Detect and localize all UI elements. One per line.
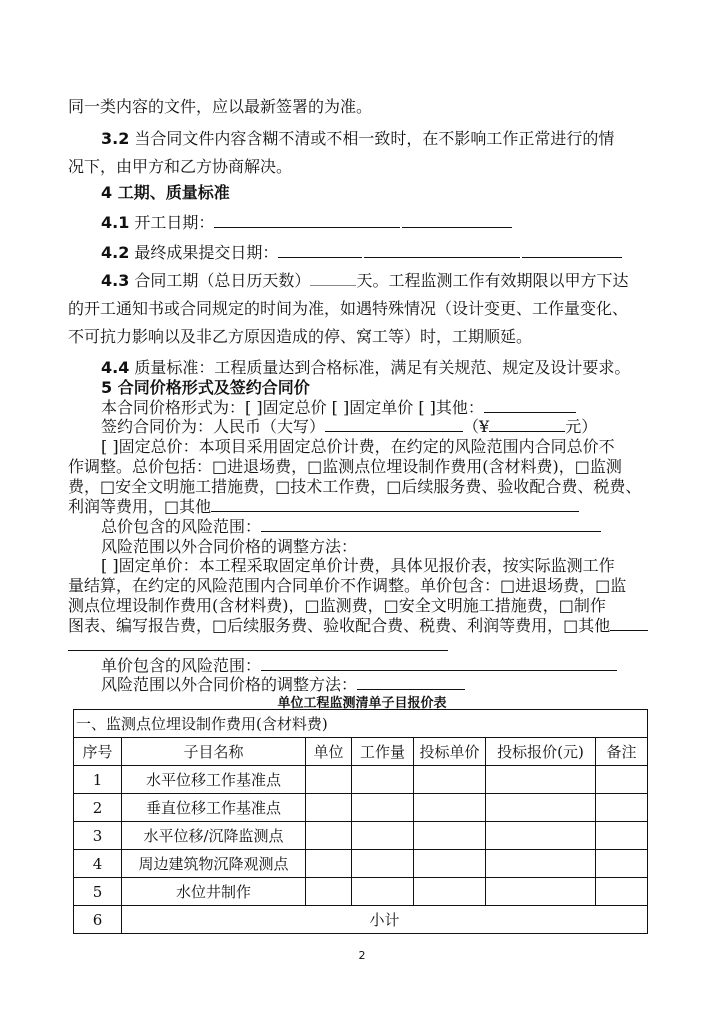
final-date-blank-3 [522, 241, 622, 258]
cell [596, 850, 648, 878]
clause-text: 合同工期（总日历天数） [129, 271, 311, 290]
table-header-row [74, 738, 648, 766]
row-name: 水平位移工作基准点 [122, 766, 306, 794]
other-blank [484, 396, 576, 413]
cell [414, 822, 486, 850]
table-row [74, 878, 648, 906]
text-line: 的开工通知书或合同规定的时间为准，如遇特殊情况（设计变更、工作量变化、 [68, 299, 629, 318]
amount-words-blank [325, 415, 463, 432]
cell [352, 822, 414, 850]
clause-text: 开工日期： [129, 213, 215, 232]
clause-number: 4.3 [101, 271, 130, 290]
row-no: 3 [74, 822, 122, 850]
continuation-underline [68, 634, 448, 651]
col-header-quantity: 工作量 [352, 738, 414, 766]
text-line: [ ]固定总价：本项目采用固定总价计费，在约定的风险范围内合同总价不 [101, 437, 615, 456]
row-no: 5 [74, 878, 122, 906]
cell [486, 850, 596, 878]
row-no: 4 [74, 850, 122, 878]
price-table [73, 709, 648, 934]
cell [596, 878, 648, 906]
other-text: 利润等费用，□其他 [68, 497, 212, 516]
clause-number: 4.4 [101, 358, 130, 377]
text-line: 费，□安全文明施工措施费，□技术工作费，□后续服务费、验收配合费、税费、 [68, 477, 642, 496]
cell [596, 766, 648, 794]
price-form-text: 本合同价格形式为：[ ]固定总价 [ ]固定单价 [ ]其他： [101, 398, 484, 417]
unit-other-line [68, 613, 648, 636]
clause-number: 3.2 [101, 129, 130, 148]
cell [306, 794, 352, 822]
yen-open: （¥ [463, 417, 490, 436]
table-row [74, 850, 648, 878]
subtotal-row [74, 906, 648, 934]
row-no: 1 [74, 766, 122, 794]
col-header-bid-price: 投标报价(元) [486, 738, 596, 766]
table-section-label: 一、监测点位埋设制作费用(含材料费) [74, 710, 648, 738]
cell [306, 878, 352, 906]
text-line: 量结算，在约定的风险范围内合同单价不作调整。单价包含：□进退场费，□监 [68, 576, 627, 595]
page-number: 2 [358, 949, 366, 962]
start-date-blank [214, 211, 400, 228]
clause-number: 4.2 [101, 243, 130, 262]
col-header-unit: 单位 [306, 738, 352, 766]
cell [352, 878, 414, 906]
clause-text: 最终成果提交日期： [129, 243, 279, 262]
total-risk-text: 总价包含的风险范围： [101, 517, 262, 536]
text-line: 风险范围以外合同价格的调整方法： [101, 537, 358, 556]
unit-other-text: 图表、编写报告费，□后续服务费、验收配合费、税费、利润等费用，□其他 [68, 616, 611, 635]
clause-text: 质量标准：工程质量达到合格标准，满足有关规范、规定及设计要求。 [129, 358, 631, 377]
start-date-blank-2 [402, 211, 512, 228]
clause-4-3 [101, 268, 628, 291]
subtotal-label: 小计 [122, 906, 648, 934]
final-date-blank [278, 241, 362, 258]
cell [352, 794, 414, 822]
final-date-blank-2 [364, 241, 520, 258]
total-risk-blank [261, 515, 601, 532]
cell [306, 850, 352, 878]
cell [486, 794, 596, 822]
cell [486, 822, 596, 850]
text-line: 同一类内容的文件，应以最新签署的为准。 [68, 97, 373, 116]
col-header-remark: 备注 [596, 738, 648, 766]
cell [414, 878, 486, 906]
text-line: 测点位埋设制作费用(含材料费)，□监测费，□安全文明施工措施费，□制作 [68, 596, 606, 615]
text-line: [ ]固定单价：本工程采取固定单价计费，具体见报价表，按实际监测工作 [101, 556, 615, 575]
col-header-name: 子目名称 [122, 738, 306, 766]
continuation-blank [68, 634, 448, 655]
unit-risk-text: 单价包含的风险范围： [101, 656, 262, 675]
row-name: 水平位移/沉降监测点 [122, 822, 306, 850]
row-name: 水位井制作 [122, 878, 306, 906]
days-blank [310, 269, 356, 286]
text-line: 不可抗力影响以及非乙方原因造成的停、窝工等）时，工期顺延。 [68, 327, 533, 346]
clause-4-2 [101, 240, 622, 263]
unit-adjust-blank [357, 673, 465, 690]
row-name: 垂直位移工作基准点 [122, 794, 306, 822]
cell [352, 850, 414, 878]
table-row [74, 822, 648, 850]
clause-text: 当合同文件内容含糊不清或不相一致时，在不影响工作正常进行的情 [129, 129, 615, 148]
cell [414, 794, 486, 822]
cell [306, 766, 352, 794]
other-items-blank [211, 495, 579, 512]
section-heading-4: 4 工期、质量标准 [101, 183, 230, 202]
cell [486, 766, 596, 794]
col-header-unit-price: 投标单价 [414, 738, 486, 766]
cell [596, 794, 648, 822]
table-row [74, 794, 648, 822]
unit-adjust-text: 风险范围以外合同价格的调整方法： [101, 675, 358, 694]
text-line: 作调整。总价包括：□进退场费，□监测点位埋设制作费用(含材料费)，□监测 [68, 457, 622, 476]
cell [414, 850, 486, 878]
table-row [74, 766, 648, 794]
section-heading-5: 5 合同价格形式及签约合同价 [101, 378, 310, 397]
clause-text-cont: 天。工程监测工作有效期限以甲方下达 [356, 271, 629, 290]
amount-figure-blank [489, 415, 565, 432]
yuan-close: 元） [565, 417, 598, 436]
cell [596, 822, 648, 850]
clause-number: 4.1 [101, 213, 130, 232]
contract-price-text: 签约合同价为：人民币（大写） [101, 417, 326, 436]
row-no: 2 [74, 794, 122, 822]
clause-3-2 [101, 126, 614, 149]
row-no: 6 [74, 906, 122, 934]
cell [306, 822, 352, 850]
cell [414, 766, 486, 794]
cell [486, 878, 596, 906]
table-title: 单位工程监测清单子目报价表 [277, 696, 447, 711]
text-line: 况下，由甲方和乙方协商解决。 [68, 157, 293, 176]
clause-4-1 [101, 210, 512, 233]
row-name: 周边建筑物沉降观测点 [122, 850, 306, 878]
col-header-no: 序号 [74, 738, 122, 766]
cell [352, 766, 414, 794]
unit-risk-blank [261, 654, 617, 671]
unit-other-blank [610, 614, 648, 631]
